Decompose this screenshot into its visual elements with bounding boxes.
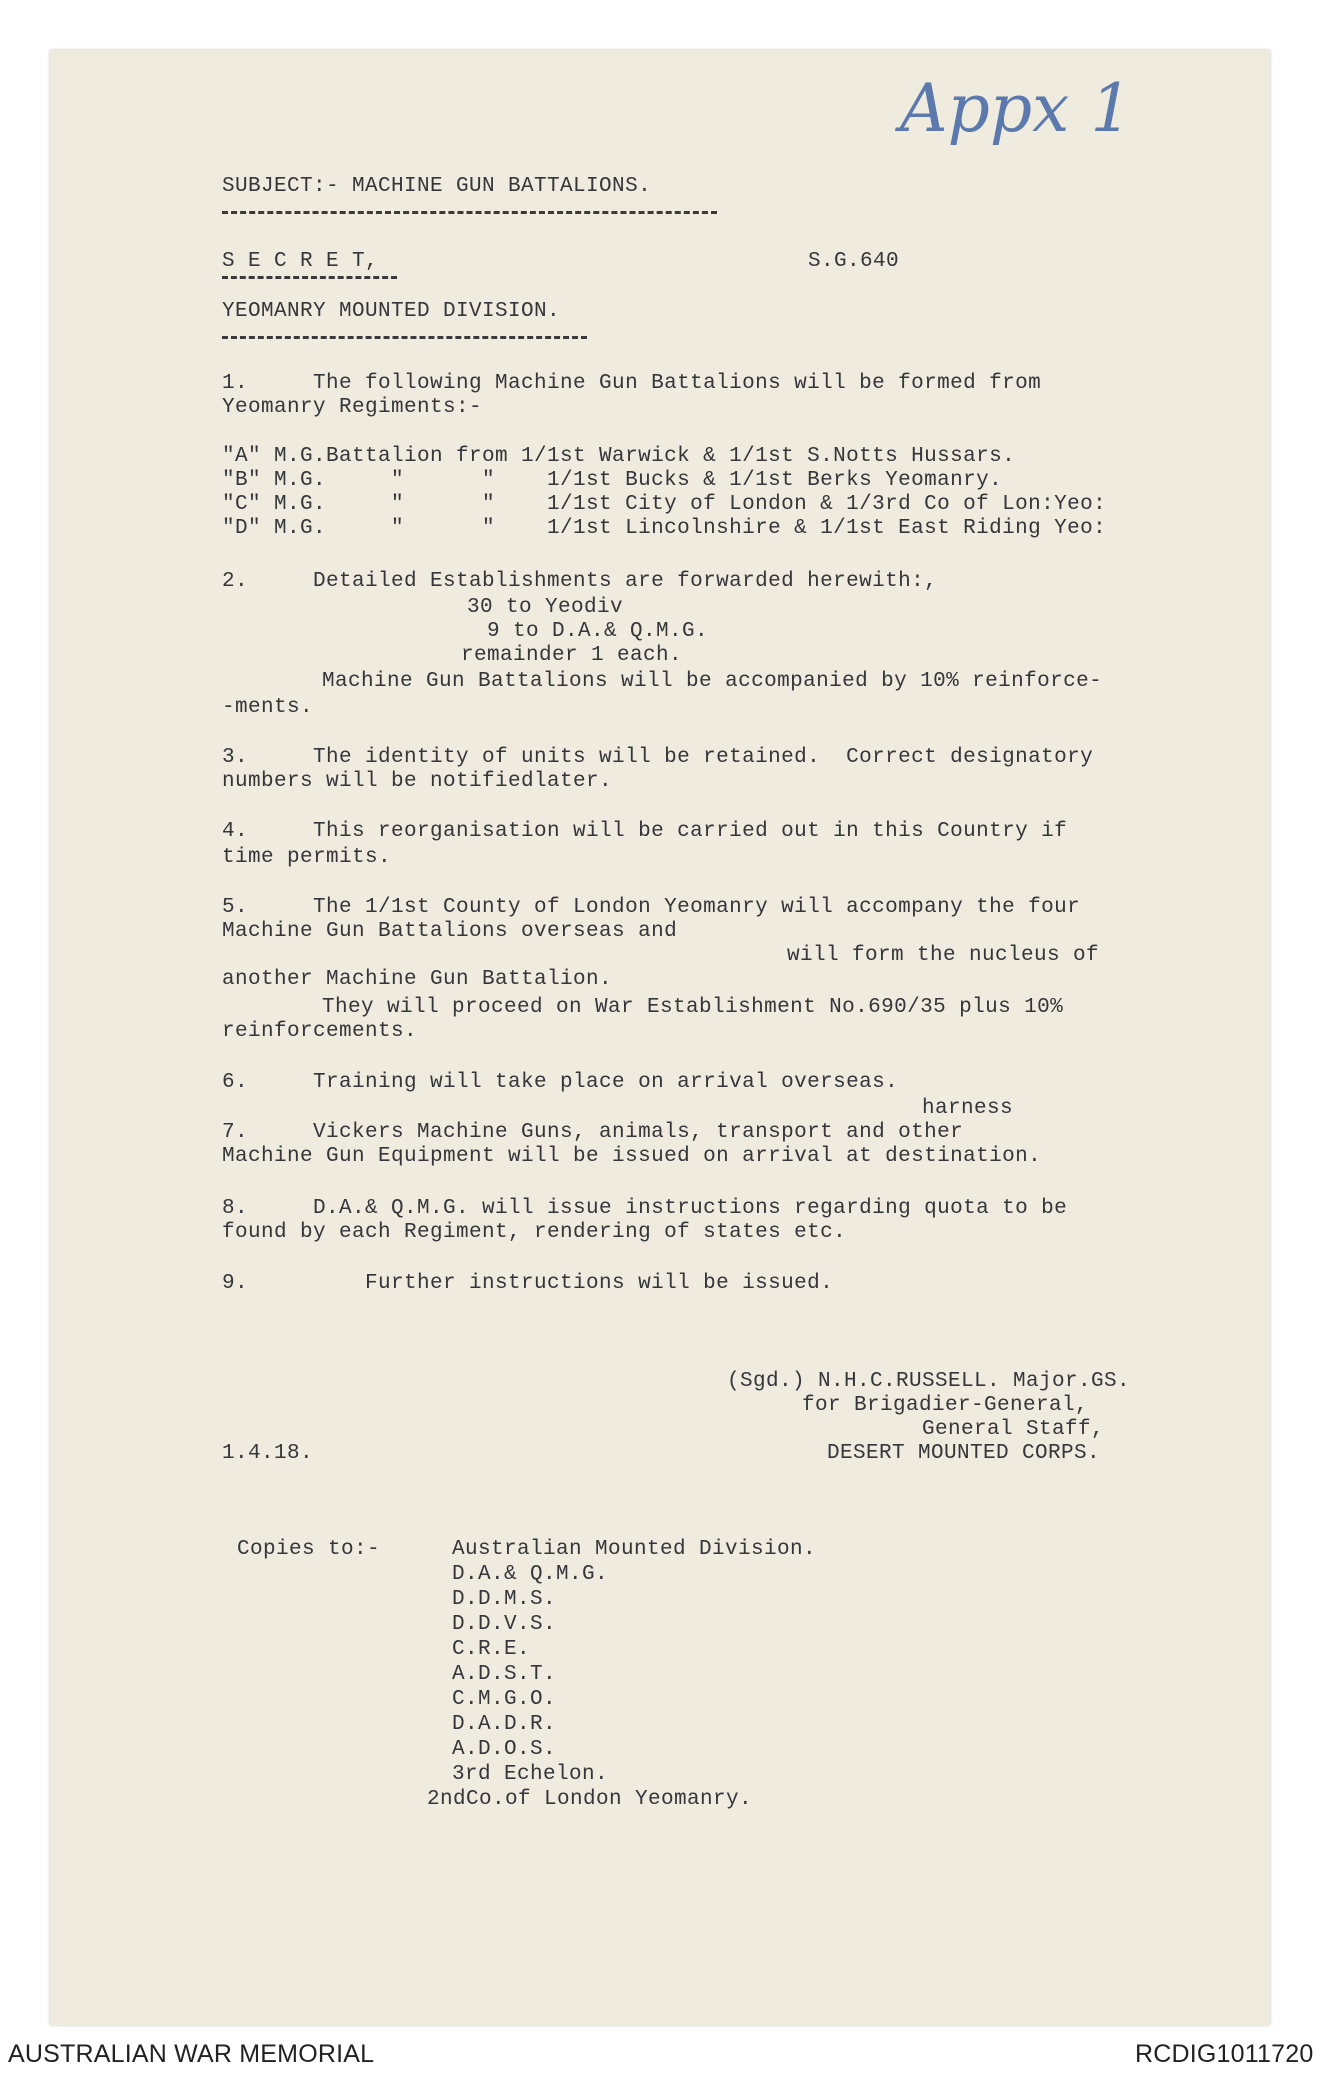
body-line: "D" M.G. " " 1/1st Lincolnshire & 1/1st East Riding Yeo: bbox=[222, 517, 1107, 540]
copies-item: A.D.O.S. bbox=[452, 1738, 557, 1761]
body-line: 7. Vickers Machine Guns, animals, transport and other bbox=[222, 1121, 964, 1144]
body-line: "B" M.G. " " 1/1st Bucks & 1/1st Berks Yeomanry. bbox=[222, 469, 1003, 492]
copies-item: D.D.V.S. bbox=[452, 1613, 557, 1636]
addressee: YEOMANRY MOUNTED DIVISION. bbox=[222, 300, 561, 323]
body-line: will form the nucleus of bbox=[787, 944, 1100, 967]
subject-underline bbox=[222, 211, 717, 214]
copies-item: A.D.S.T. bbox=[452, 1663, 557, 1686]
copies-item: D.A.D.R. bbox=[452, 1713, 557, 1736]
body-line: They will proceed on War Establishment No.690/35 plus 10% bbox=[322, 996, 1064, 1019]
addressee-underline bbox=[222, 336, 587, 339]
classification: S E C R E T, bbox=[222, 250, 379, 273]
signature-line: (Sgd.) N.H.C.RUSSELL. Major.GS. bbox=[727, 1370, 1131, 1393]
body-line: 2. Detailed Establishments are forwarded herewith:, bbox=[222, 570, 938, 593]
signature-line: for Brigadier-General, bbox=[802, 1394, 1089, 1417]
body-line: Machine Gun Battalions will be accompanied by 10% reinforce- bbox=[322, 670, 1103, 693]
body-line: Yeomanry Regiments:- bbox=[222, 396, 483, 419]
copies-item: D.D.M.S. bbox=[452, 1588, 557, 1611]
body-line: 9. Further instructions will be issued. bbox=[222, 1272, 834, 1295]
body-line: harness bbox=[922, 1097, 1014, 1120]
copies-item: 2ndCo.of London Yeomanry. bbox=[427, 1788, 753, 1811]
body-line: numbers will be notifiedlater. bbox=[222, 770, 613, 793]
body-line: 6. Training will take place on arrival overseas. bbox=[222, 1071, 899, 1094]
footer-record-id: RCDIG1011720 bbox=[1135, 2040, 1314, 2068]
handwritten-annotation: Appx 1 bbox=[900, 70, 1133, 147]
body-line: 1. The following Machine Gun Battalions will be formed from bbox=[222, 372, 1042, 395]
body-line: 3. The identity of units will be retained. Correct designatory bbox=[222, 746, 1094, 769]
signature-line: DESERT MOUNTED CORPS. bbox=[827, 1442, 1101, 1465]
document-date: 1.4.18. bbox=[222, 1442, 314, 1465]
body-line: 9 to D.A.& Q.M.G. bbox=[487, 620, 709, 643]
body-line: 8. D.A.& Q.M.G. will issue instructions regarding quota to be bbox=[222, 1197, 1068, 1220]
copies-item: Australian Mounted Division. bbox=[452, 1538, 817, 1561]
body-line: Machine Gun Equipment will be issued on arrival at destination. bbox=[222, 1145, 1042, 1168]
body-line: "C" M.G. " " 1/1st City of London & 1/3rd Co of Lon:Yeo: bbox=[222, 493, 1107, 516]
classification-underline bbox=[222, 276, 397, 279]
body-line: remainder 1 each. bbox=[461, 644, 683, 667]
body-line: "A" M.G.Battalion from 1/1st Warwick & 1/1st S.Notts Hussars. bbox=[222, 445, 1016, 468]
body-line: -ments. bbox=[222, 696, 314, 719]
copies-label: Copies to:- bbox=[237, 1538, 381, 1561]
footer-institution: AUSTRALIAN WAR MEMORIAL bbox=[8, 2040, 375, 2068]
body-line: Machine Gun Battalions overseas and bbox=[222, 920, 678, 943]
body-line: time permits. bbox=[222, 846, 392, 869]
body-line: 5. The 1/1st County of London Yeomanry will accompany the four bbox=[222, 896, 1081, 919]
body-line: reinforcements. bbox=[222, 1020, 418, 1043]
copies-item: C.R.E. bbox=[452, 1638, 531, 1661]
signature-line: General Staff, bbox=[922, 1418, 1105, 1441]
body-line: 30 to Yeodiv bbox=[467, 596, 624, 619]
body-line: 4. This reorganisation will be carried out in this Country if bbox=[222, 820, 1068, 843]
body-line: another Machine Gun Battalion. bbox=[222, 968, 613, 991]
subject-line: SUBJECT:- MACHINE GUN BATTALIONS. bbox=[222, 175, 652, 198]
body-line: found by each Regiment, rendering of states etc. bbox=[222, 1221, 847, 1244]
copies-item: D.A.& Q.M.G. bbox=[452, 1563, 609, 1586]
copies-item: C.M.G.O. bbox=[452, 1688, 557, 1711]
copies-item: 3rd Echelon. bbox=[452, 1763, 609, 1786]
reference-number: S.G.640 bbox=[808, 250, 900, 273]
